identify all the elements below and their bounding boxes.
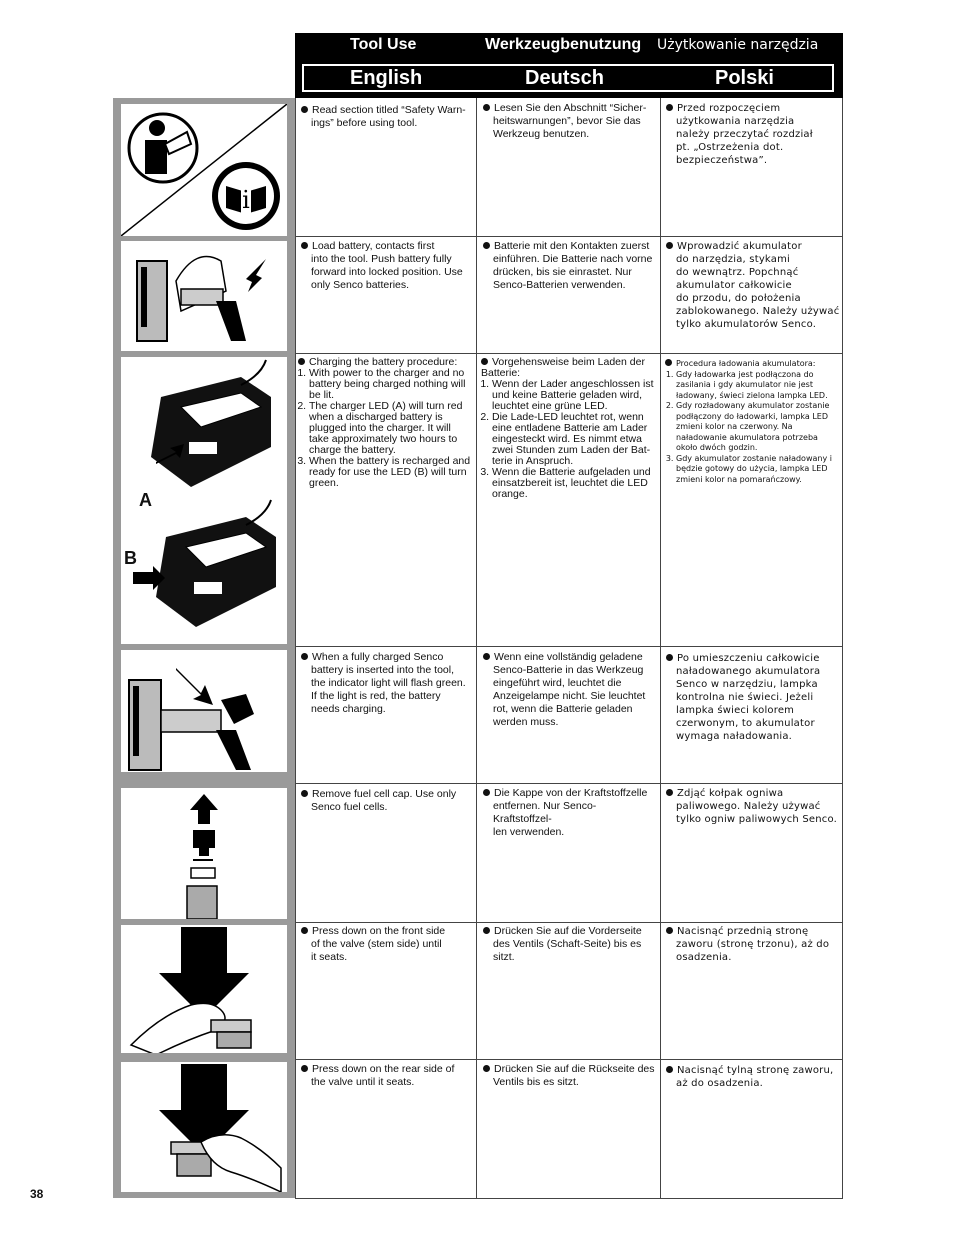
language-english: English [350, 67, 423, 89]
page-number: 38 [30, 1187, 44, 1201]
row6-deutsch: Drücken Sie auf die Vorderseite des Ventils (Schaft-Seite) bis es sitzt. [483, 925, 655, 964]
row4-polski: Po umieszczeniu całkowicie naładowanego akumulatora Senco w narzędziu, lampka kontrolna nie świeci. Jeżeli lampka świeci kolorem czerwonym, to akumulator wymaga naładowania. [666, 652, 841, 743]
illustration-column [113, 98, 295, 1198]
row7-english: Press down on the rear side of the valve until it seats. [301, 1063, 473, 1089]
row5-polski: Zdjąć kołpak ogniwa paliwowego. Należy używać tylko ogniw paliwowych Senco. [666, 787, 841, 826]
row2-english: Load battery, contacts first into the tool. Push battery fully forward into locked position. Use only Senco batteries. [301, 240, 473, 292]
row2-polski: Wprowadzić akumulator do narzędzia, stykami do wewnątrz. Popchnąć akumulator całkowicie do przodu, do położenia zablokowanego. Należy używać tylko akumulatorów Senco. [666, 240, 841, 331]
language-polski: Polski [715, 67, 774, 89]
language-header [295, 33, 843, 98]
row6-polski: Nacisnąć przednią stronę zaworu (stronę trzonu), aż do osadzenia. [666, 925, 841, 964]
row7-polski: Nacisnąć tylną stronę zaworu, aż do osadzenia. [666, 1064, 841, 1090]
row3-deutsch: Vorgehensweise beim Laden der Batterie: 1. Wenn der Lader angeschlossen ist und keine Batterie geladen wird, leuchtet eine grüne LED. 2. Die Lade-LED leuchtet rot, wenn eine entladene Batterie am Lader eingesteckt wird. Es nimmt etwa zwei Stunden zum Laden der Bat-terie in Anspruch. 3. Wenn die Batterie aufgeladen und einsatzbereit ist, leuchtet die LED orange. [481, 357, 657, 500]
row1-deutsch: Lesen Sie den Abschnitt “Sicher- heitswarnungen”, bevor Sie das Werkzeug benutzen. [483, 102, 655, 141]
battery-indicator-illustration [121, 650, 287, 772]
press-rear-valve-illustration [121, 1062, 287, 1192]
press-front-valve-illustration [121, 925, 287, 1053]
row5-english: Remove fuel cell cap. Use only Senco fuel cells. [301, 788, 473, 814]
row7-deutsch: Drücken Sie auf die Rückseite des Ventils bis es sitzt. [483, 1063, 655, 1089]
row4-english: When a fully charged Senco battery is inserted into the tool, the indicator light will flash green. If the light is red, the battery needs charging. [301, 651, 473, 716]
label-b: B [124, 548, 137, 568]
row6-english: Press down on the front side of the valve (stem side) until it seats. [301, 925, 473, 964]
tool-use-heading-pl: Użytkowanie narzędzia [657, 37, 819, 53]
fuel-cap-illustration [121, 788, 287, 919]
instruction-grid [295, 98, 843, 1199]
language-deutsch: Deutsch [525, 67, 604, 89]
load-battery-illustration [121, 241, 287, 351]
tool-use-heading-de: Werkzeugbenutzung [485, 36, 642, 53]
row3-polski: Procedura ładowania akumulatora: 1. Gdy ładowarka jest podłączona do zasilania i gdy akumulator nie jest ładowany, świeci zielona lampka LED. 2. Gdy rozładowany akumulator zostanie podłączony do ładowarki, lampka LED zmieni kolor na czerwony. Na naładowanie akumulatora potrzeba około dwóch godzin. 3. Gdy akumulator zostanie naładowany i będzie gotowy do użycia, lampka LED zmieni kolor na pomarańczowy. [665, 359, 840, 485]
svg-text:i: i [242, 186, 250, 214]
row3-english: Charging the battery procedure: 1. With power to the charger and no battery being charged nothing will be lit. 2. The charger LED (A) will turn red when a discharged battery is plugged into the charger. It will take approximately two hours to charge the battery. 3. When the battery is recharged and ready for use the LED (B) will turn green. [298, 357, 473, 489]
row4-deutsch: Wenn eine vollständig geladene Senco-Batterie in das Werkzeug eingeführt wird, leuchtet die Anzeigelampe nicht. Sie leuchtet rot, wenn die Batterie geladen werden muss. [483, 651, 655, 729]
label-a: A [139, 490, 152, 510]
row1-english: Read section titled “Safety Warn- ings” before using tool. [301, 104, 473, 130]
row5-deutsch: Die Kappe von der Kraftstoffzelle entfernen. Nur Senco-Kraftstoffzel- len verwenden. [483, 787, 655, 839]
read-manual-illustration [121, 104, 287, 236]
tool-use-heading-en: Tool Use [350, 36, 417, 53]
row1-polski: Przed rozpoczęciem użytkowania narzędzia należy przeczytać rozdział pt. „Ostrzeżenia dot. bezpieczeństwa”. [666, 102, 841, 167]
row2-deutsch: Batterie mit den Kontakten zuerst einführen. Die Batterie nach vorne drücken, bis sie einrastet. Nur Senco-Batterien verwenden. [483, 240, 655, 292]
